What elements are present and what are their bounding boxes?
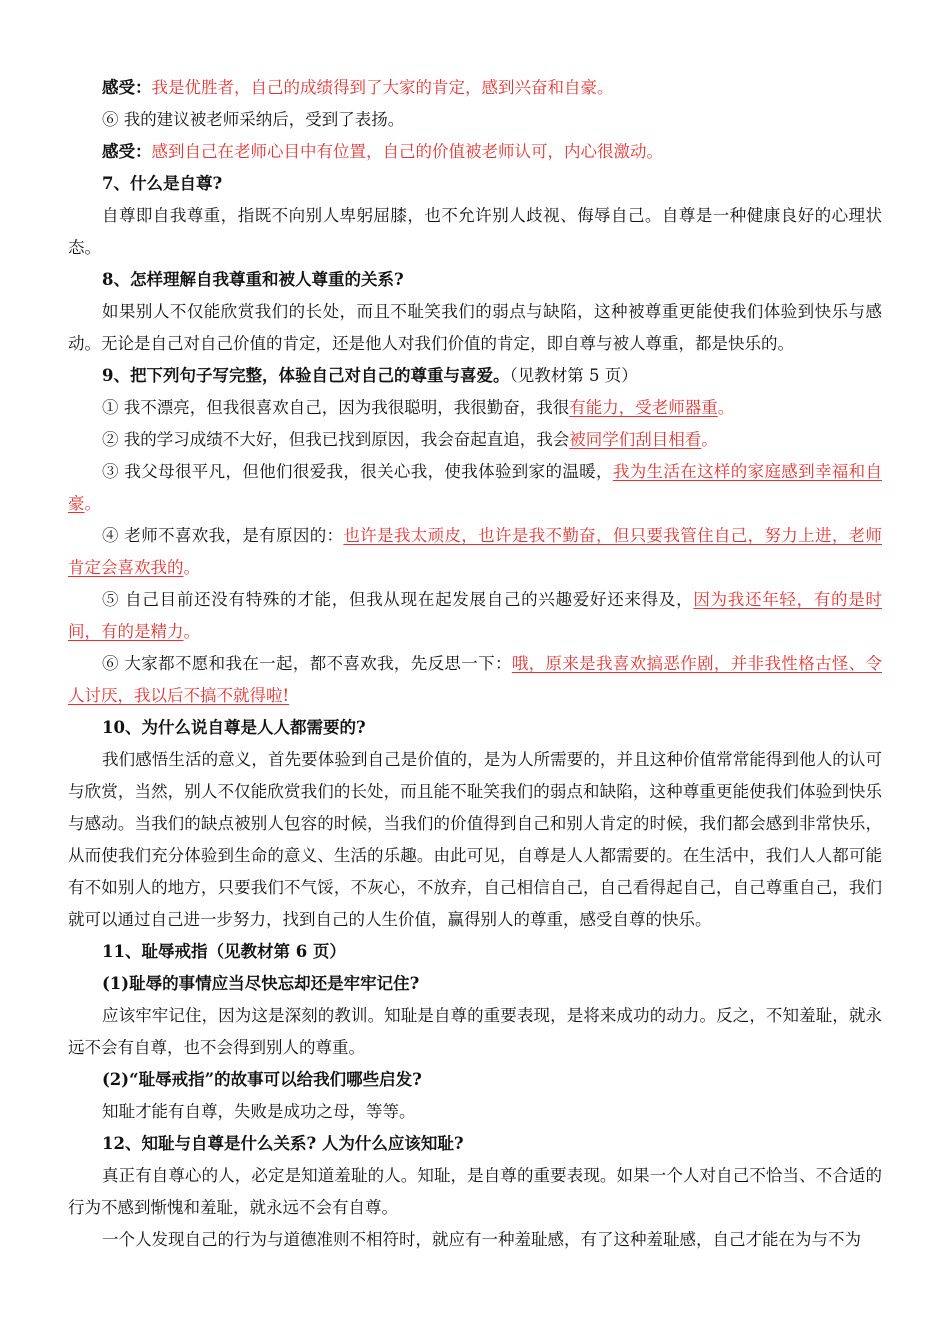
feeling-line (68, 72, 882, 104)
sentence-answer: 也许是我太顽皮，也许是我不勤奋，但只要我管住自己，努力上进，老师肯定会喜欢我的 (68, 526, 883, 577)
sub-question-heading: (2)“耻辱戒指”的故事可以给我们哪些启发? (102, 1070, 422, 1089)
sentence-prompt: ① 我不漂亮，但我很喜欢自己，因为我很聪明，我很勤奋，我很 (102, 398, 570, 417)
feeling-text: 我是优胜者，自己的成绩得到了大家的肯定，感到兴奋和自豪。 (151, 78, 614, 97)
sentence-tail: 。 (84, 494, 101, 513)
sentence-prompt: ⑤ 自己目前还没有特殊的才能，但我从现在起发展自己的兴趣爱好还来得及， (102, 590, 694, 609)
answer-paragraph: 自尊即自我尊重，指既不向别人卑躬屈膝，也不允许别人歧视、侮辱自己。自尊是一种健康良好的心理状态。 (68, 206, 882, 257)
question-heading: 8、怎样理解自我尊重和被人尊重的关系? (102, 270, 404, 289)
answer-paragraph: 一个人发现自己的行为与道德准则不相符时，就应有一种羞耻感，有了这种羞耻感，自己才能在为与不为 (102, 1230, 861, 1249)
answer-paragraph: 真正有自尊心的人，必定是知道羞耻的人。知耻，是自尊的重要表现。如果一个人对自己不恰当、不合适的行为不感到惭愧和羞耻，就永远不会有自尊。 (68, 1166, 882, 1217)
sentence-item (68, 424, 882, 456)
question-heading: 7、什么是自尊? (102, 174, 223, 193)
sentence-item (68, 584, 882, 648)
example-line: ⑥ 我的建议被老师采纳后，受到了表扬。 (102, 110, 405, 129)
feeling-label: 感受： (102, 78, 152, 97)
sentence-tail: 。 (183, 622, 200, 641)
heading-note: （见教材第 5 页） (509, 366, 638, 385)
sentence-answer: 因为我还年轻，有的是时间，有的是精力 (68, 590, 882, 641)
sentence-tail: 。 (701, 430, 718, 449)
sub-question-heading: (1)耻辱的事情应当尽快忘却还是牢牢记住? (102, 974, 420, 993)
sentence-answer: 我为生活在这样的家庭感到幸福和自豪 (68, 462, 882, 513)
feeling-text: 感到自己在老师心目中有位置，自己的价值被老师认可，内心很激动。 (151, 142, 663, 161)
sentence-prompt: ⑥ 大家都不愿和我在一起，都不喜欢我，先反思一下： (102, 654, 512, 673)
answer-paragraph: 应该牢牢记住，因为这是深刻的教训。知耻是自尊的重要表现，是将来成功的动力。反之，不知羞耻，就永远不会有自尊，也不会得到别人的尊重。 (68, 1006, 882, 1057)
heading-text: 9、把下列句子写完整，体验自己对自己的尊重与喜爱。 (102, 366, 510, 385)
answer-paragraph: 知耻才能有自尊，失败是成功之母，等等。 (102, 1102, 416, 1121)
sentence-item (68, 392, 882, 424)
answer-paragraph: 如果别人不仅能欣赏我们的长处，而且不耻笑我们的弱点与缺陷，这种被尊重更能使我们体验到快乐与感动。无论是自己对自己价值的肯定，还是他人对我们价值的肯定，即自尊与被人尊重，都是快乐的。 (68, 302, 882, 353)
sentence-item (68, 456, 882, 520)
question-heading: 11、耻辱戒指（见教材第 6 页） (102, 942, 346, 961)
sentence-tail: 。 (717, 398, 735, 417)
sentence-prompt: ③ 我父母很平凡，但他们很爱我，很关心我，使我体验到家的温暖， (102, 462, 613, 481)
question-heading: 12、知耻与自尊是什么关系? 人为什么应该知耻? (102, 1134, 464, 1153)
sentence-tail: 。 (183, 558, 200, 577)
question-heading (68, 360, 882, 392)
feeling-label: 感受： (102, 142, 152, 161)
sentence-item (68, 648, 882, 712)
sentence-prompt: ② 我的学习成绩不大好，但我已找到原因，我会奋起直追，我会 (102, 430, 570, 449)
feeling-line (68, 136, 882, 168)
sentence-item (68, 520, 882, 584)
sentence-answer: 哦，原来是我喜欢搞恶作剧，并非我性格古怪、令人讨厌，我以后不搞不就得啦! (68, 654, 883, 705)
sentence-answer: 被同学们刮目相看 (569, 430, 702, 449)
sentence-answer: 有能力，受老师器重 (569, 398, 718, 417)
answer-paragraph: 我们感悟生活的意义，首先要体验到自己是价值的，是为人所需要的，并且这种价值常常能得到他人的认可与欣赏，当然，别人不仅能欣赏我们的长处，而且能不耻笑我们的弱点和缺陷，这种尊重更能使我们体验到快乐与感动。当我们的缺点被别人包容的时候，当我们的价值得到自己和别人肯定的时候，我们都会感到非常快乐，从而使我们充分体验到生命的意义、生活的乐趣。由此可见，自尊是人人都需要的。在生活中，我们人人都可能有不如别人的地方，只要我们不气馁，不灰心，不放弃，自己相信自己，自己看得起自己，自己尊重自己，我们就可以通过自己进一步努力，找到自己的人生价值，赢得别人的尊重，感受自尊的快乐。 (68, 750, 882, 929)
sentence-prompt: ④ 老师不喜欢我，是有原因的： (102, 526, 344, 545)
question-heading: 10、为什么说自尊是人人都需要的? (102, 718, 366, 737)
